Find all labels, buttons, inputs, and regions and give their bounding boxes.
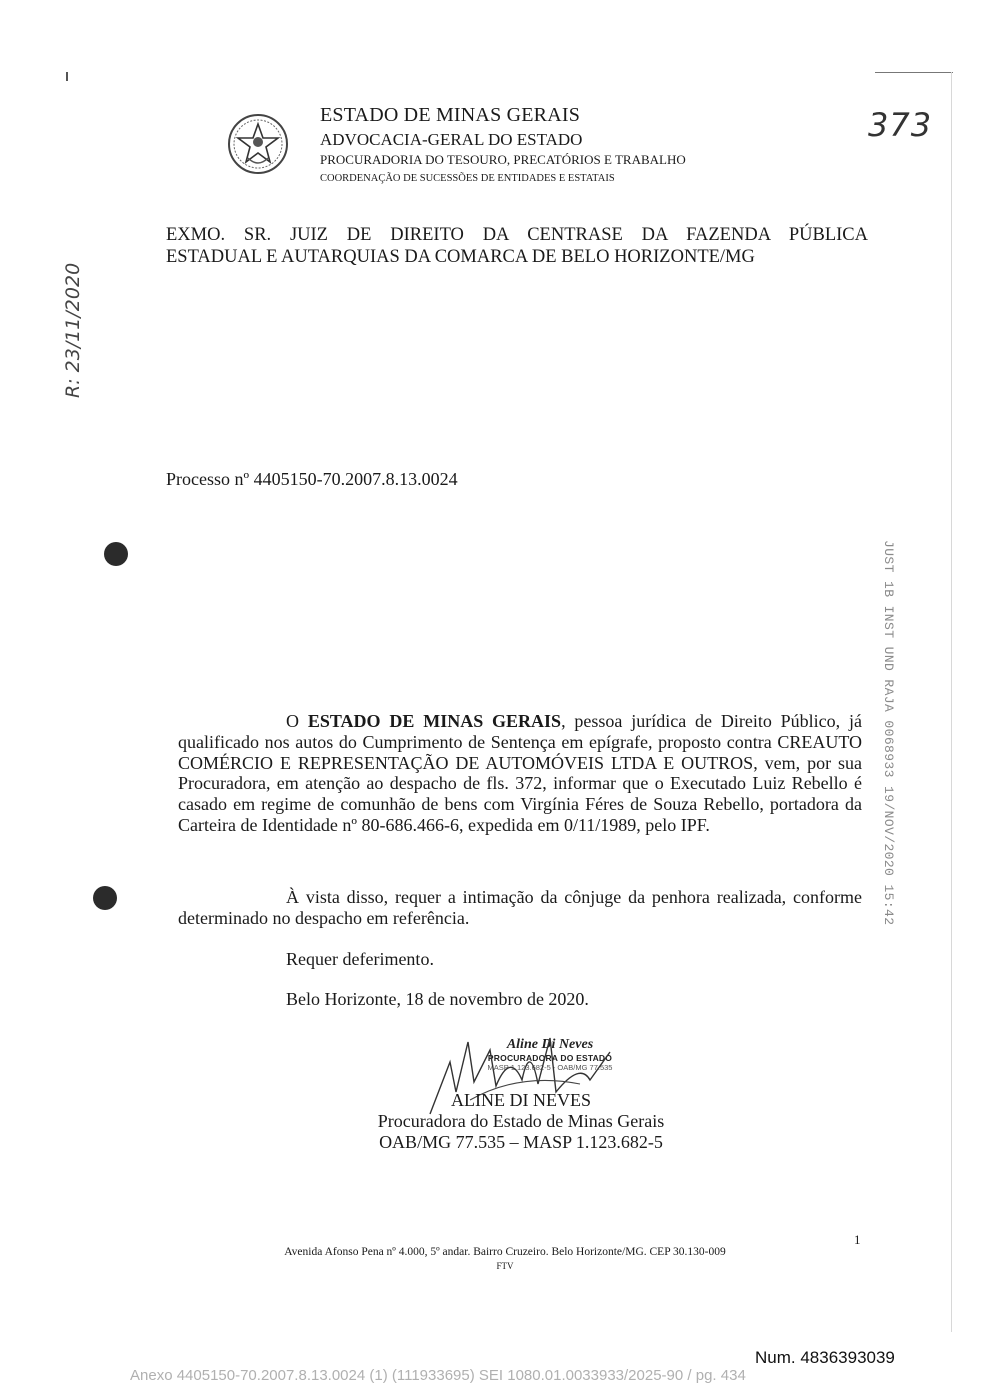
signatory-block: [362, 1090, 680, 1153]
p1-bold-party: ESTADO DE MINAS GERAIS: [307, 711, 562, 731]
header-agency: ADVOCACIA-GERAL DO ESTADO: [320, 130, 583, 149]
addressee-line-1: EXMO. SR. JUIZ DE DIREITO DA CENTRASE DA FAZENDA PÚBLICA: [166, 225, 868, 245]
addressee-line-2: ESTADUAL E AUTARQUIAS DA COMARCA DE BELO HORIZONTE/MG: [166, 247, 755, 267]
handwritten-page-number: 373: [868, 106, 933, 144]
scan-corner-mark: [66, 72, 68, 81]
header-coordination: COORDENAÇÃO DE SUCESSÕES DE ENTIDADES E ESTATAIS: [320, 173, 615, 184]
closing-request: Requer deferimento.: [286, 949, 434, 969]
signatory-name: ALINE DI NEVES: [451, 1090, 591, 1110]
place-date: Belo Horizonte, 18 de novembro de 2020.: [286, 989, 589, 1009]
page-right-edge: [951, 72, 952, 1332]
body-paragraph-1: [178, 711, 862, 836]
annex-reference: Anexo 4405150-70.2007.8.13.0024 (1) (111933695) SEI 1080.01.0033933/2025-90 / pg. 434: [130, 1367, 746, 1384]
signatory-registration: OAB/MG 77.535 – MASP 1.123.682-5: [379, 1132, 663, 1152]
addressee: [166, 224, 868, 268]
punch-hole: [93, 886, 117, 910]
document-number: Num. 4836393039: [755, 1348, 895, 1367]
handwritten-receipt-note: R: 23/11/2020: [62, 262, 84, 398]
process-number: Processo nº 4405150-70.2007.8.13.0024: [166, 469, 458, 489]
punch-hole: [104, 542, 128, 566]
footer-address: Avenida Afonso Pena nº 4.000, 5º andar. Bairro Cruzeiro. Belo Horizonte/MG. CEP 30.130-009: [284, 1246, 726, 1258]
stamp-masp: MASP 1.123.682-5 - OAB/MG 77.535: [487, 1063, 613, 1072]
footer-page-number: 1: [854, 1232, 861, 1247]
stamp-role: PROCURADORA DO ESTADO: [487, 1053, 613, 1063]
protocol-stamp: JUST 1B INST UND RAJA 0068933 19/NOV/2020 15:42: [881, 540, 896, 926]
stamp-name: Aline Di Neves: [506, 1037, 594, 1052]
coat-of-arms-icon: [226, 112, 290, 176]
scan-edge-line: [875, 72, 953, 73]
signatory-title: Procuradora do Estado de Minas Gerais: [377, 1111, 665, 1131]
body-paragraph-2: À vista disso, requer a intimação da cônjuge da penhora realizada, conforme determinado no despacho em referência.: [178, 887, 862, 928]
p1-text: , pessoa jurídica de Direito Público, já qualificado nos autos do Cumprimento de Sentença em epígrafe, proposto contra CREAUTO COMÉRCIO E REPRESENTAÇÃO DE AUTOMÓVEIS LTDA E OUTROS, vem, por sua Procuradora, em atenção ao despacho de fls. 372, informar que o Executado Luiz Rebello é casado em regime de comunhão de bens com Virgínia Féres de Souza Rebello, portadora da Carteira de Identidade nº 80-686.466-6, expedida em 0/11/1989, pelo IPF.: [178, 711, 862, 835]
header-office: PROCURADORIA DO TESOURO, PRECATÓRIOS E TRABALHO: [320, 152, 686, 167]
p1-lead: O: [286, 711, 308, 731]
footer-code: FTV: [496, 1261, 514, 1271]
header-state: ESTADO DE MINAS GERAIS: [320, 104, 581, 126]
